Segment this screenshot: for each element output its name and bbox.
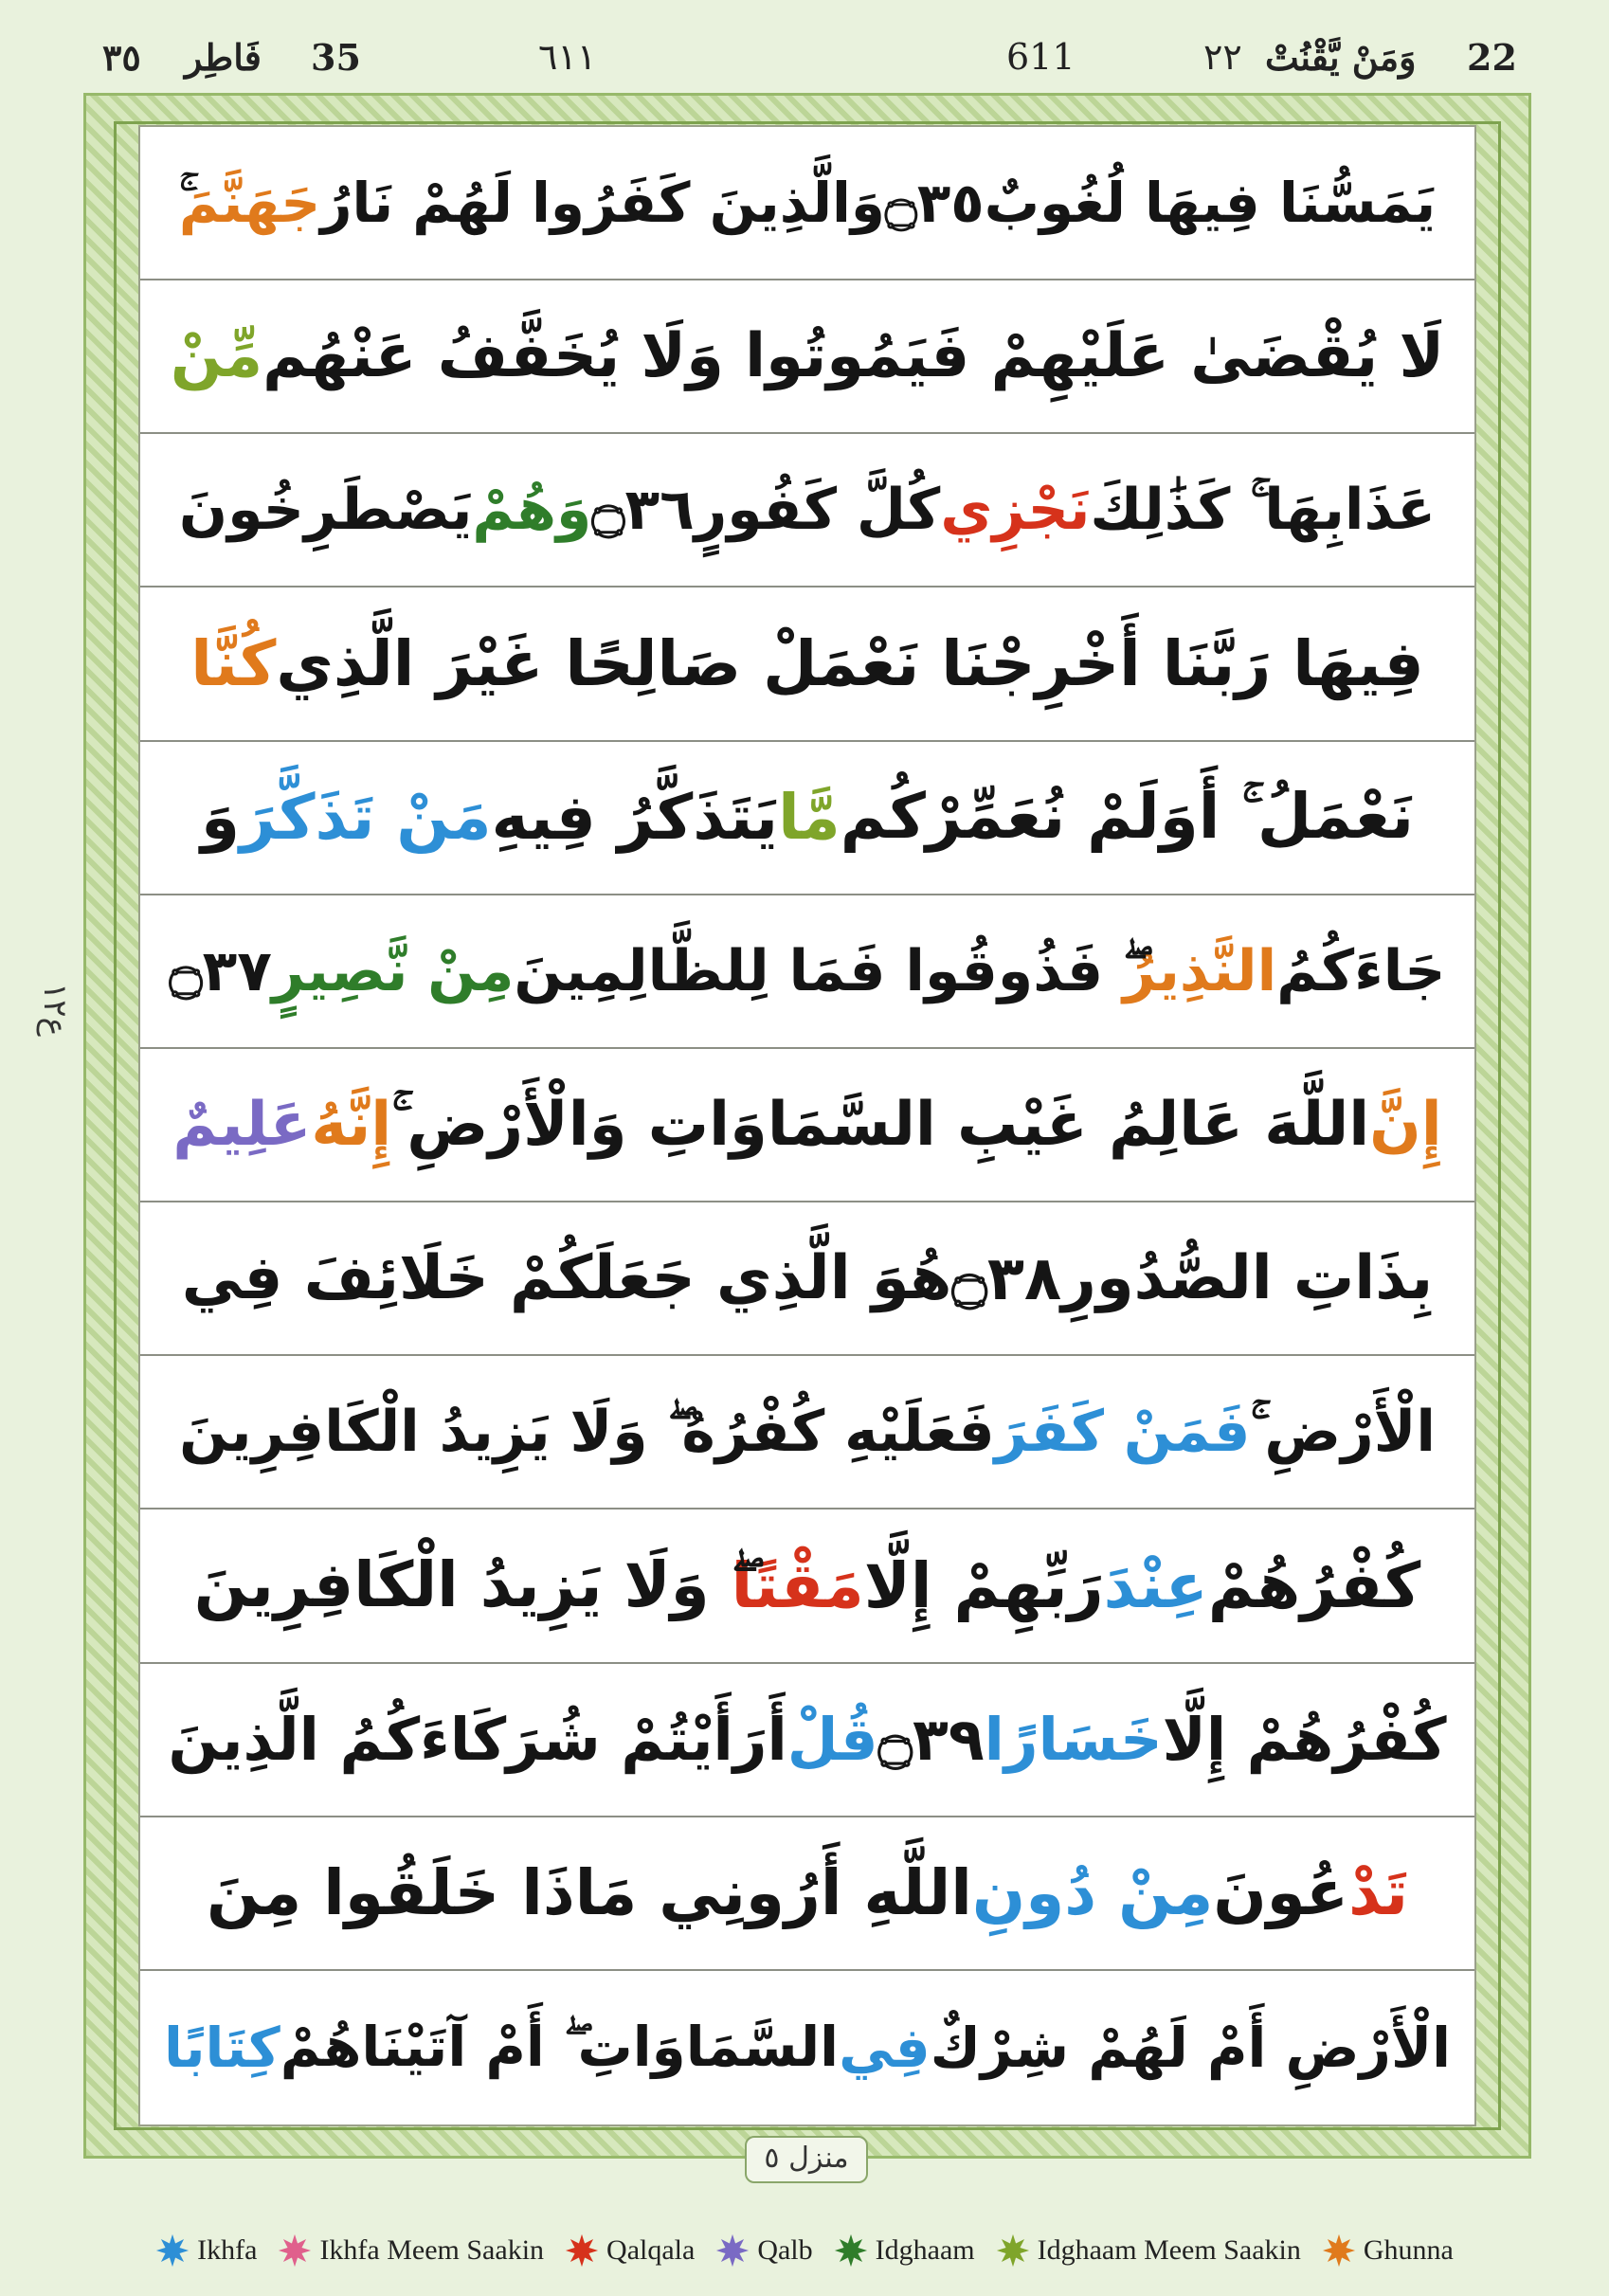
text-segment: نَجْزِي bbox=[940, 477, 1091, 544]
legend-label: Ikhfa Meem Saakin bbox=[319, 2234, 545, 2266]
star-icon bbox=[565, 2233, 599, 2268]
text-segment: فَعَلَيْهِ كُفْرُهُ ۖ وَلَا يَزِيدُ الْكَافِرِينَ bbox=[179, 1399, 995, 1466]
legend-label: Idghaam bbox=[875, 2234, 975, 2266]
text-segment: النَّذِيرُ bbox=[1123, 937, 1277, 1004]
text-segment: يَصْطَرِخُونَ bbox=[178, 477, 473, 544]
text-segment: فَمَنْ كَفَرَ bbox=[994, 1399, 1251, 1466]
text-segment: لَا يُقْضَىٰ عَلَيْهِمْ فَيَمُوتُوا وَلَا يُخَفَّفُ عَنْهُم bbox=[262, 321, 1445, 392]
star-icon bbox=[996, 2233, 1030, 2268]
text-line bbox=[140, 127, 1474, 280]
legend-item bbox=[155, 2233, 257, 2268]
star-icon bbox=[715, 2233, 750, 2268]
surah-name: فَاطِر bbox=[185, 36, 262, 79]
text-segment: عِنْدَ bbox=[1103, 1548, 1208, 1622]
star-icon bbox=[834, 2233, 868, 2268]
manzil-label: منزل ٥ bbox=[745, 2136, 868, 2183]
legend-item bbox=[715, 2233, 812, 2268]
text-segment: فِيهَا رَبَّنَا أَخْرِجْنَا نَعْمَلْ صَالِحًا غَيْرَ الَّذِي bbox=[276, 627, 1424, 701]
text-segment: مَنْ تَذَكَّرَ bbox=[240, 781, 492, 855]
juz-number-arabic: ٢٢ bbox=[1203, 36, 1242, 78]
text-segment: جَاءَكُمُ bbox=[1276, 937, 1446, 1004]
text-line bbox=[140, 1971, 1474, 2124]
text-segment: الْأَرْضِ ۚ bbox=[1250, 1399, 1436, 1466]
text-segment: يَمَسُّنَا فِيهَا لُغُوبٌ bbox=[984, 171, 1437, 236]
text-segment: ۝٣٨ bbox=[951, 1243, 1062, 1314]
tajweed-legend bbox=[0, 2217, 1609, 2284]
text-segment: تَدْ bbox=[1348, 1856, 1409, 1930]
juz-name: وَمَنْ يَّقْنُتْ bbox=[1265, 36, 1417, 79]
text-segment: نَعْمَلُ ۚ أَوَلَمْ نُعَمِّرْكُم bbox=[840, 780, 1415, 854]
text-line bbox=[140, 1664, 1474, 1817]
star-icon bbox=[155, 2233, 190, 2268]
legend-label: Ghunna bbox=[1363, 2234, 1454, 2266]
text-line bbox=[140, 742, 1474, 895]
text-segment: إِنَّ bbox=[1369, 1089, 1442, 1160]
legend-item bbox=[834, 2233, 975, 2268]
text-line bbox=[140, 1049, 1474, 1202]
text-line bbox=[140, 895, 1474, 1049]
text-segment: فِي bbox=[839, 2015, 931, 2080]
text-segment: قُلْ bbox=[786, 1705, 878, 1775]
text-segment: كُفْرُهُمْ إِلَّا bbox=[1162, 1705, 1447, 1775]
page-number-arabic: ٦١١ bbox=[538, 36, 597, 78]
text-segment: كُنَّا bbox=[190, 627, 277, 701]
text-segment: رَبِّهِمْ إِلَّا bbox=[863, 1548, 1104, 1622]
text-segment: يَتَذَكَّرُ فِيهِ bbox=[491, 781, 779, 855]
text-segment: بِذَاتِ الصُّدُورِ bbox=[1061, 1243, 1434, 1314]
text-segment: ۝٣٦ bbox=[591, 477, 695, 544]
legend-label: Qalb bbox=[757, 2234, 813, 2266]
legend-label: Ikhfa bbox=[197, 2234, 258, 2266]
surah-number-arabic: ٣٥ bbox=[102, 36, 141, 79]
text-segment: كُلَّ كَفُورٍ bbox=[694, 477, 941, 544]
text-segment: أَرَأَيْتُمْ شُرَكَاءَكُمُ الَّذِينَ bbox=[168, 1705, 787, 1775]
legend-label: Idghaam Meem Saakin bbox=[1037, 2234, 1301, 2266]
legend-item bbox=[996, 2233, 1301, 2268]
text-segment: هُوَ الَّذِي جَعَلَكُمْ خَلَائِفَ فِي bbox=[181, 1243, 952, 1314]
text-segment: وَهُمْ bbox=[472, 477, 592, 544]
text-segment: اللَّهِ أَرُونِي مَاذَا خَلَقُوا مِنَ bbox=[206, 1856, 972, 1930]
text-segment: خَسَارًا bbox=[984, 1705, 1163, 1775]
text-segment: السَّمَاوَاتِ ۖ أَمْ آتَيْنَاهُمْ bbox=[280, 2015, 840, 2080]
text-segment: الْأَرْضِ أَمْ لَهُمْ شِرْكٌ bbox=[930, 2015, 1452, 2080]
legend-item bbox=[278, 2233, 544, 2268]
juz-number: 22 bbox=[1467, 36, 1517, 79]
text-line bbox=[140, 1202, 1474, 1356]
text-line bbox=[140, 1817, 1474, 1971]
text-segment: عُونَ bbox=[1213, 1856, 1349, 1930]
text-segment: ۝٣٧ bbox=[169, 937, 272, 1004]
text-segment: كِتَابًا bbox=[163, 2015, 280, 2080]
legend-item bbox=[565, 2233, 695, 2268]
page-header bbox=[0, 0, 1609, 95]
text-segment: ۖ فَذُوقُوا فَمَا لِلظَّالِمِينَ bbox=[514, 937, 1124, 1004]
quran-text-panel bbox=[138, 125, 1476, 2126]
text-line bbox=[140, 1356, 1474, 1510]
page-number: 611 bbox=[1006, 36, 1076, 78]
text-segment: ۝٣٥ bbox=[884, 171, 985, 236]
text-segment: اللَّهَ عَالِمُ غَيْبِ السَّمَاوَاتِ وَالْأَرْضِ ۚ bbox=[391, 1089, 1370, 1160]
text-segment: عَذَابِهَا ۚ كَذَٰلِكَ bbox=[1090, 477, 1437, 544]
text-segment: ۖ وَلَا يَزِيدُ الْكَافِرِينَ bbox=[193, 1547, 732, 1621]
text-line bbox=[140, 1510, 1474, 1663]
text-line bbox=[140, 280, 1474, 434]
text-segment: وَ bbox=[200, 781, 241, 855]
star-icon bbox=[1322, 2233, 1356, 2268]
text-segment: مِنْ نَّصِيرٍ bbox=[271, 937, 515, 1004]
surah-number: 35 bbox=[311, 36, 361, 79]
legend-label: Qalqala bbox=[606, 2234, 696, 2266]
text-line bbox=[140, 434, 1474, 588]
text-segment: مِّنْ bbox=[170, 321, 263, 392]
text-segment: مِنْ دُونِ bbox=[971, 1856, 1214, 1930]
text-line bbox=[140, 588, 1474, 741]
text-segment: مَّا bbox=[778, 781, 841, 855]
text-segment: كُفْرُهُمْ bbox=[1207, 1548, 1421, 1622]
text-segment: ۝٣٩ bbox=[877, 1705, 985, 1775]
legend-item bbox=[1322, 2233, 1454, 2268]
ruku-marker: ع١٢ bbox=[36, 982, 74, 1037]
text-segment: جَهَنَّمَ bbox=[178, 171, 321, 236]
star-icon bbox=[278, 2233, 312, 2268]
text-segment: وَالَّذِينَ كَفَرُوا لَهُمْ نَارُ bbox=[320, 171, 885, 236]
text-segment: إِنَّهُ bbox=[311, 1089, 392, 1160]
text-segment: مَقْتًا bbox=[731, 1548, 864, 1622]
text-segment: عَلِيمٌ bbox=[172, 1089, 312, 1160]
